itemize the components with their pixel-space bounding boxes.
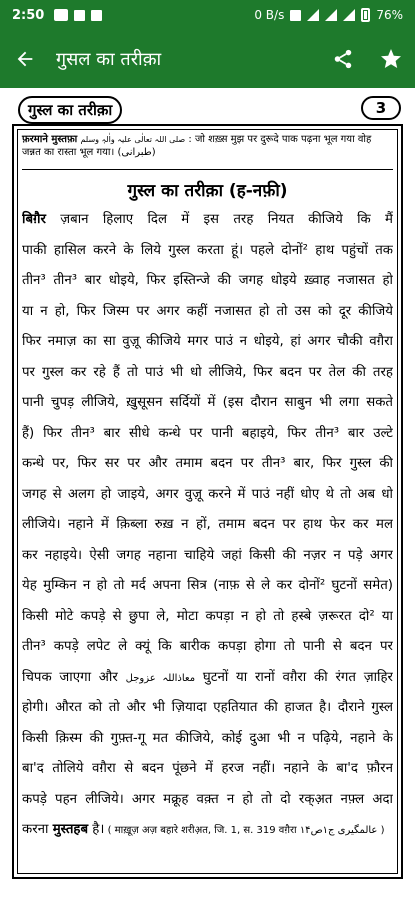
text-line — [22, 205, 393, 236]
text-line: जगह से अलग हो जाइये, अगर वुज़ू करने में पाउं नहीं धोए थे तो अब धो — [22, 486, 393, 502]
text-line: पानी चुपड़ लीजिये, ख़ुसूसन सर्दियों में (इस दौरान साबुन भी लगा सकते — [22, 395, 393, 410]
page-header — [18, 94, 403, 124]
image-icon — [91, 10, 102, 21]
status-bar — [0, 0, 415, 30]
text-line: येह मुम्किन न हो तो मर्द अपना सित्र (नाफ़ से ले कर दोनों² घुटनों समेत) — [22, 578, 393, 593]
youtube-icon — [54, 9, 68, 21]
text-line — [22, 663, 393, 694]
text-line: पर गुस्ल कर रहे हैं तो पाउं भी धो लीजिये, फिर बदन पर तेल की तरह — [22, 364, 393, 380]
arrow-left-icon — [14, 48, 36, 70]
text-frame — [12, 124, 403, 879]
text-span: करना — [22, 822, 53, 837]
text-line: फिर नमाज़ का सा वुज़ू कीजिये मगर पाउं न धोइये, हां अगर चौकी वग़ैरा — [22, 334, 393, 349]
book-page[interactable] — [0, 88, 415, 900]
text-span: है। — [88, 822, 105, 837]
signal-icon-2 — [343, 9, 355, 21]
section-heading: गुस्ल का तरीक़ा (ह-नफ़ी) — [127, 181, 288, 201]
text-line: तीन³ कपड़े लपेट ले क्यूं कि बारीक कपड़ा होगा तो पानी से बदन पर — [22, 639, 393, 654]
text-line: किसी क़िस्म की गुफ़्त-गू मत कीजिये, कोई दुआ भी न पढ़िये, नहाने के — [22, 730, 393, 746]
text-line: तीन³ तीन³ बार धोइये, फिर इस्तिन्जे की जगह धोइये ख़्वाह नजासत हो — [22, 273, 393, 288]
app-notification-icon — [74, 10, 85, 21]
text-line: कर नहाइये। ऐसी जगह नहाना चाहिये जहां किसी की नज़र न पड़े अगर — [22, 547, 393, 563]
reference-note: ( माख़ूज़ अज़ बहारे शरीअ़त, जि. 1, स. 319 वग़ैरा عالمگیری ج۱ص۱۴ ) — [104, 825, 385, 836]
back-button[interactable] — [0, 30, 50, 88]
page-number: 3 — [361, 96, 401, 120]
text-line: कन्धे पर, फिर सर पर और तमाम बदन पर तीन³ बार, फिर गुस्ल की — [22, 456, 393, 471]
farman-text-2: जन्नत का रास्ता भूल गया। (طبرانی) — [22, 147, 156, 158]
app-bar — [0, 30, 415, 88]
farman-box — [22, 130, 393, 170]
farman-label: फ़रमाने मुस्तफ़ा — [22, 134, 78, 145]
text-line: बा'द तोलिये वग़ैरा से बदन पूंछने में हरज नहीं। नहाने के बा'द फ़ौरन — [22, 761, 393, 776]
share-button[interactable] — [319, 30, 367, 88]
text-line: किसी मोटे कपड़े से छुपा ले, मोटा कपड़ा न हो तो हस्बे ज़रूरत दो² या — [22, 608, 393, 624]
battery-icon — [361, 8, 370, 22]
text-line: होगी। औरत को तो और भी ज़ियादा एहतियात की हाजत है। दौराने गुस्ल — [22, 700, 393, 715]
farman-text: : जो शख़्स मुझ पर दुरूदे पाक पढ़ना भूल गया वोह — [188, 134, 372, 145]
share-icon — [332, 48, 354, 70]
text-line: लीजिये। नहाने में क़िब्ला रुख़ न हों, तमाम बदन पर हाथ फेर कर मल — [22, 517, 393, 532]
signal-icon — [307, 9, 319, 21]
text-span: ज़बान हिलाए दिल में इस तरह नियत कीजिये कि मैं — [45, 212, 393, 227]
vibrate-icon — [290, 10, 301, 21]
farman-arabic: صلی اللہ تعالٰی علیہ واٰلہٖ وسلم — [80, 135, 186, 144]
text-span: घुटनों या रानों वग़ैरा की रंगत ज़ाहिर — [195, 669, 393, 685]
wifi-icon — [325, 9, 337, 21]
first-word: बिग़ैर — [22, 212, 46, 227]
chapter-title-chip: गुस्ल का तरीक़ा — [18, 96, 122, 124]
arabic-phrase: معاذاللہ عزوجل — [125, 672, 196, 684]
text-line: कपड़े पहन लीजिये। अगर मक्रूह वक़्त न हो तो दो रक्अ़त नफ़्ल अदा — [22, 791, 393, 807]
battery-level: 76% — [376, 8, 403, 22]
app-title: गुसल का तरीक़ा — [56, 49, 162, 70]
notification-icons — [54, 9, 102, 21]
favorite-button[interactable] — [367, 30, 415, 88]
body-text — [22, 205, 393, 846]
status-time: 2:50 — [12, 7, 45, 23]
text-frame-inner — [17, 129, 398, 874]
text-line: हैं) फिर तीन³ बार सीधे कन्धे पर पानी बहाइये, फिर तीन³ बार उल्टे — [22, 425, 393, 441]
text-line: या न हो, फिर जिस्म पर अगर कहीं नजासत हो तो उस को दूर कीजिये — [22, 303, 393, 319]
network-speed: 0 B/s — [254, 8, 285, 22]
text-line: पाकी हासिल करने के लिये गुस्ल करता हूं। पहले दोनों² हाथ पहुंचों तक — [22, 242, 393, 258]
star-icon — [379, 47, 403, 71]
text-line — [22, 815, 393, 846]
bold-word: मुस्तहब — [52, 822, 89, 837]
status-right — [254, 8, 403, 22]
text-span: चिपक जाएगा और — [22, 669, 126, 685]
farman-content — [22, 133, 371, 169]
